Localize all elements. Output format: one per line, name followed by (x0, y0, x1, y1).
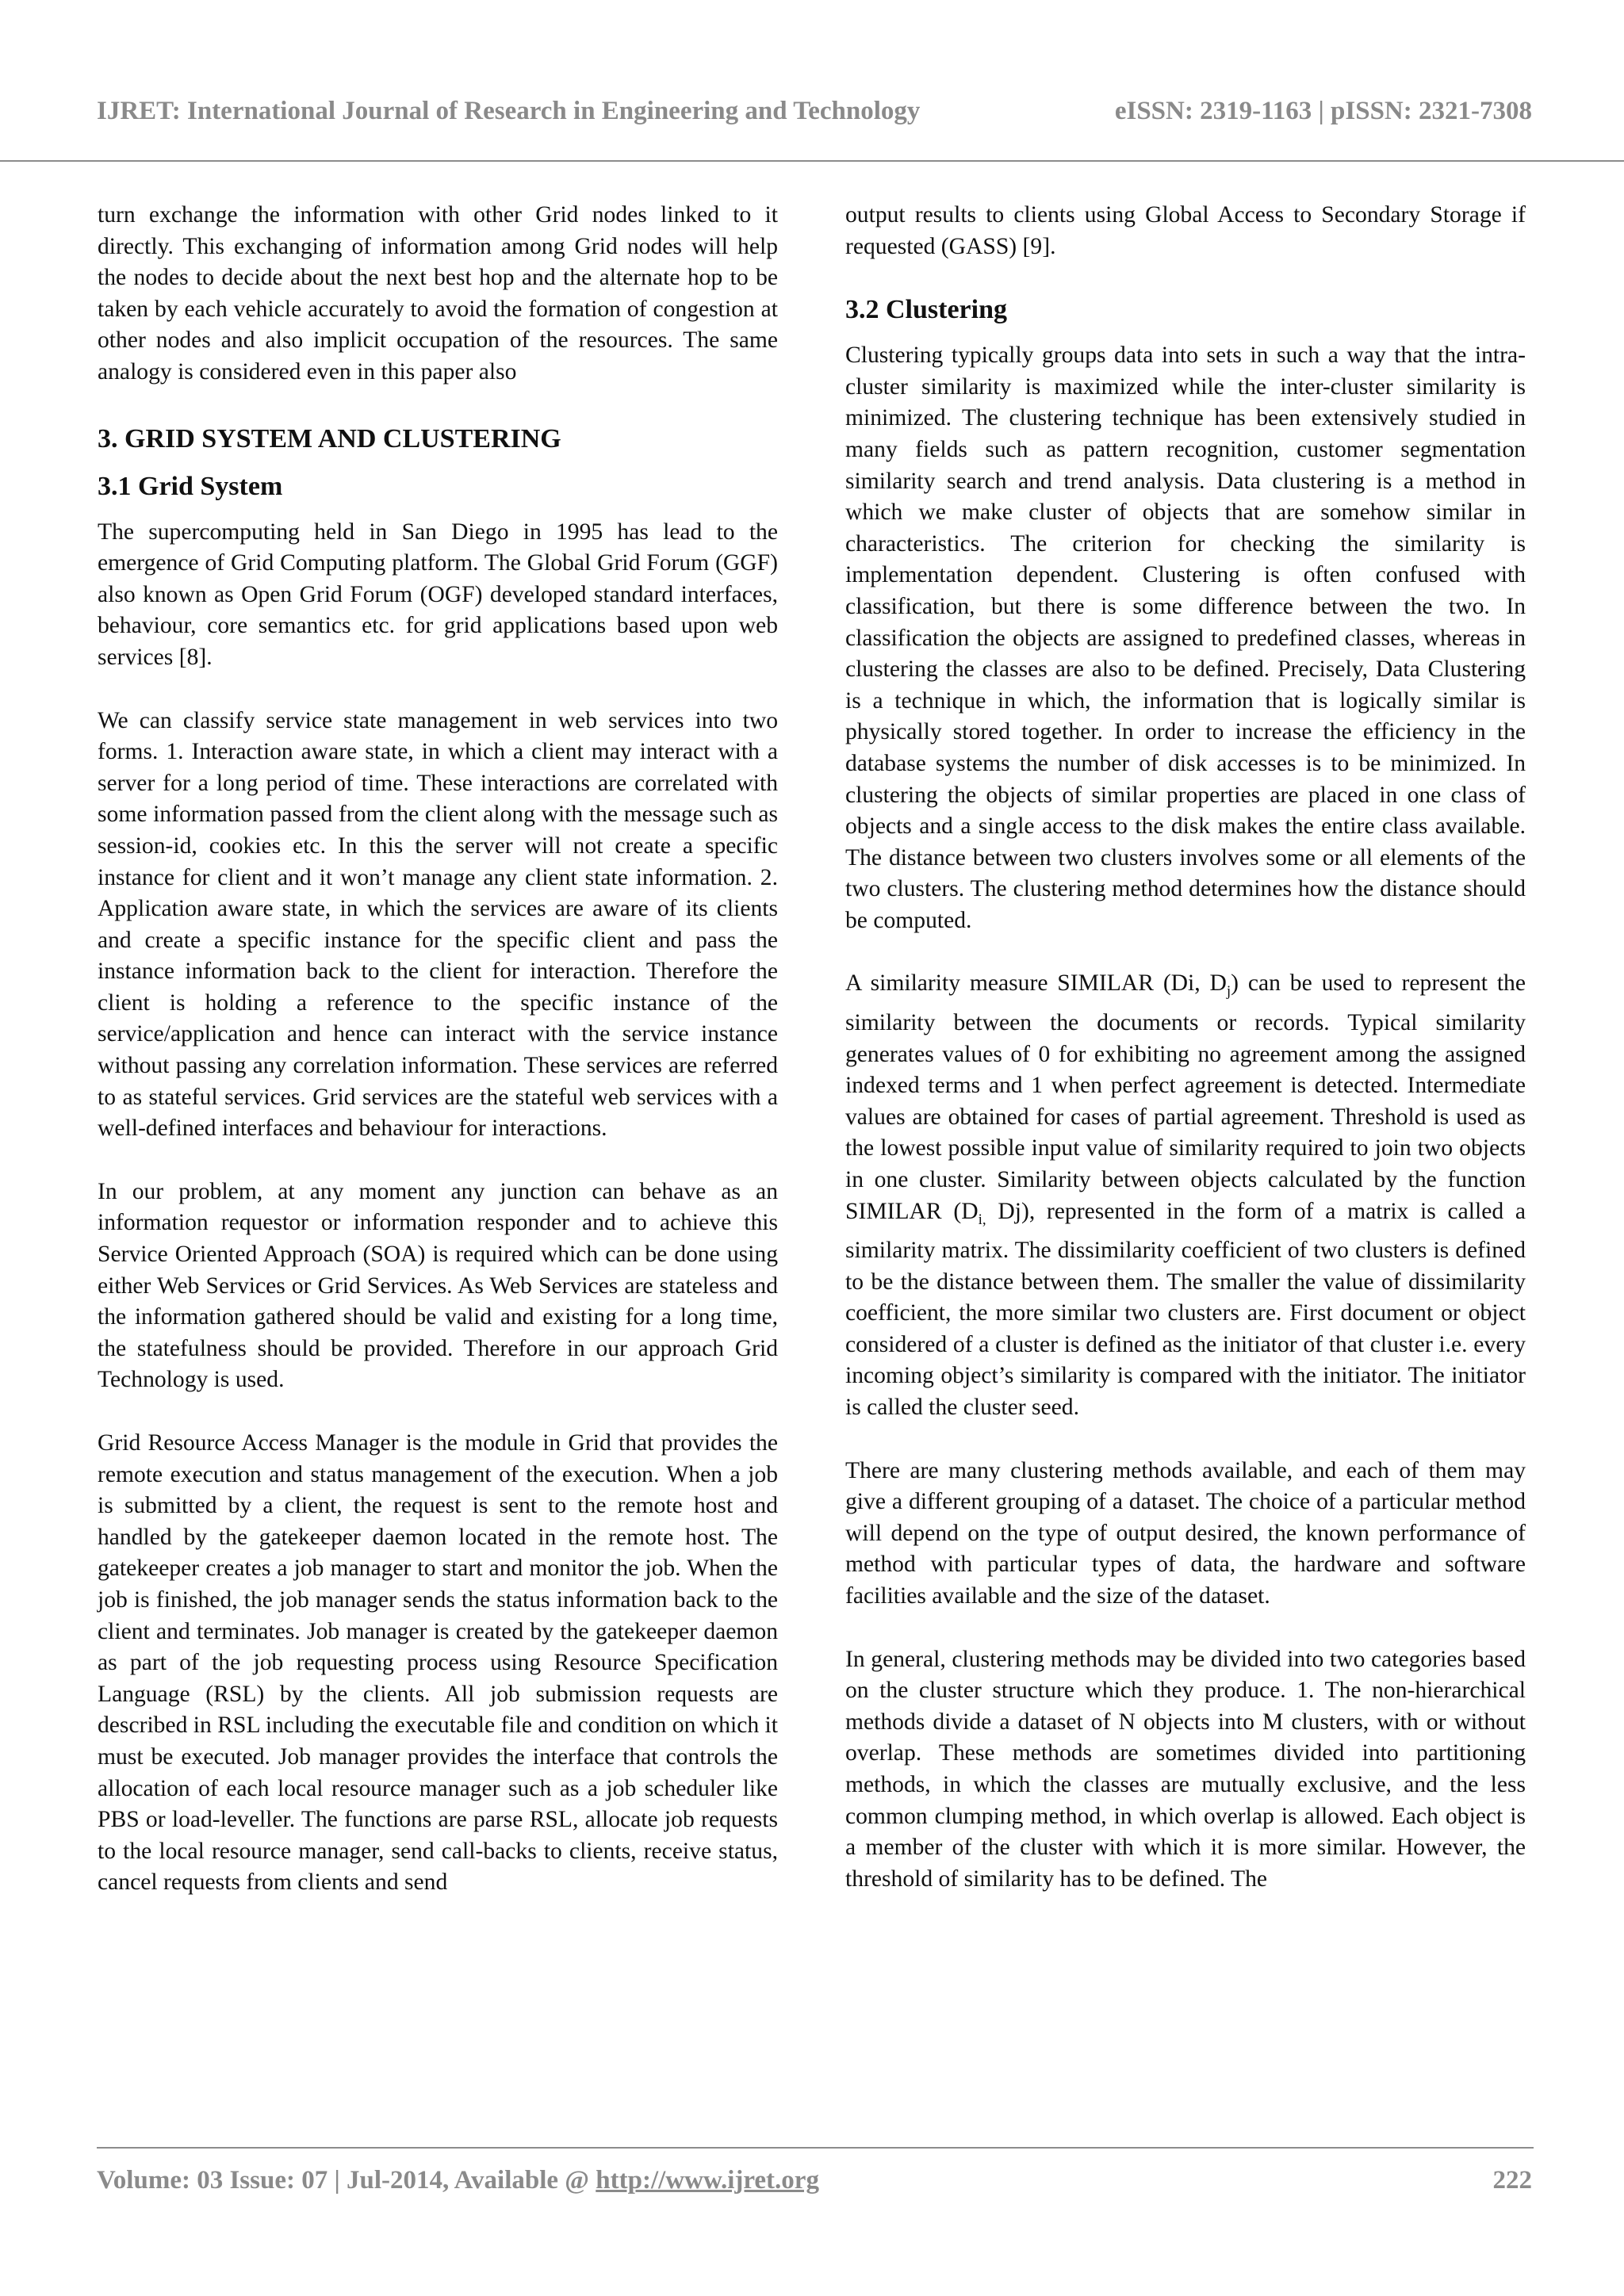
section-heading: 3. GRID SYSTEM AND CLUSTERING (98, 423, 561, 453)
subsection-heading-clustering: 3.2 Clustering (845, 295, 1007, 325)
body-paragraph: In general, clustering methods may be divided into two categories based on the cluster structure which they produce. 1. The non-hierarchical methods divide a dataset of N objects into M clusters, with or without overlap. These methods are sometimes divided into partitioning methods, in which the classes are mutually exclusive, and the less common clumping method, in which overlap is allowed. Each object is a member of the cluster with which it is more similar. However, the threshold of similarity has to be defined. The (845, 1646, 1526, 1892)
page-header (97, 97, 1532, 136)
footer-divider (97, 2147, 1534, 2149)
left-column (98, 200, 778, 1899)
right-column (845, 200, 1526, 1895)
subsection-heading-grid-system: 3.1 Grid System (98, 471, 283, 501)
body-paragraph: There are many clustering methods available, and each of them may give a different grouping of a dataset. The choice of a particular method will depend on the type of output desired, the known performance of method with particular types of data, the hardware and software facilities available and the size of the dataset. (845, 1457, 1526, 1609)
body-paragraph: The supercomputing held in San Diego in 1995 has lead to the emergence of Grid Computing platform. The Global Grid Forum (GGF) also known as Open Grid Forum (OGF) developed standard interfaces, behaviour, core semantics etc. for grid applications based upon web services [8]. (98, 519, 778, 670)
journal-url-link[interactable]: http://www.ijret.org (596, 2166, 819, 2195)
issn-info: eISSN: 2319-1163 | pISSN: 2321-7308 (1114, 97, 1532, 125)
body-paragraph: Grid Resource Access Manager is the module in Grid that provides the remote execution and status management of the execution. When a job is submitted by a client, the request is sent to the remote host and handled by the gatekeeper daemon located in the remote host. The gatekeeper creates a job manager to start and monitor the job. When the job is finished, the job manager sends the status information back to the client and terminates. Job manager is created by the gatekeeper daemon as part of the job requesting process using Resource Specification Language (RSL) by the clients. All job submission requests are described in RSL including the executable file and condition on which it must be executed. Job manager provides the interface that controls the allocation of each local resource manager such as a job scheduler like PBS or load-leveller. The functions are parse RSL, allocate job requests to the local resource manager, send call-backs to clients, receive status, cancel requests from clients and send (98, 1430, 778, 1896)
volume-info (97, 2166, 819, 2195)
similarity-paragraph (845, 968, 1526, 1423)
body-paragraph: Clustering typically groups data into sets in such a way that the intra-cluster similarity is maximized while the inter-cluster similarity is minimized. The clustering technique has been extensively studied in many fields such as pattern recognition, customer segmentation similarity search and trend analysis. Data clustering is a method in which we make cluster of objects that are somehow similar in characteristics. The criterion for checking the similarity is implementation dependent. Clustering is often confused with classification, but there is some difference between the two. In classification the objects are assigned to predefined classes, whereas in clustering the classes are also to be defined. Precisely, Data Clustering is a technique in which, the information that is logically similar is physically stored together. In order to increase the efficiency in the database systems the number of disk accesses is to be minimized. In clustering the objects of similar properties are placed in one class of objects and a single access to the disk makes the entire class available. The distance between two clusters involves some or all elements of the two clusters. The clustering method determines how the distance should be computed. (845, 342, 1526, 933)
text-run: Dj), represented in the form of a matrix is called a similarity matrix. The dissimilarity coefficient of two clusters is defined to be the distance between them. The smaller the value of dissimilarity coefficient, the more similar two clusters are. First document or object considered of a cluster is defined as the initiator of that cluster i.e. every incoming object’s similarity is compared with the initiator. The initiator is called the cluster seed. (845, 1198, 1526, 1420)
journal-title: IJRET: International Journal of Research in Engineering and Technology (97, 97, 921, 125)
subscript: j (1226, 983, 1231, 1001)
subscript: i, (978, 1211, 986, 1228)
body-paragraph: We can classify service state management in web services into two forms. 1. Interaction aware state, in which a client may interact with a server for a long period of time. These interactions are correlated with some information passed from the client along with the message such as session-id, cookies etc. In this the server will not create a specific instance for client and it won’t manage any client state information. 2. Application aware state, in which the services are aware of its clients and create a specific instance for the specific client and pass the instance information back to the client for interaction. Therefore the client is holding a reference to the specific instance of the service/application and hence can interact with the service instance without passing any correlation information. These services are referred to as stateful services. Grid services are the stateful web services with a well-defined interfaces and behaviour for interactions. (98, 707, 778, 1142)
page-number: 222 (1492, 2166, 1532, 2195)
page-footer (97, 2166, 1532, 2206)
header-divider (0, 160, 1624, 162)
continued-paragraph: output results to clients using Global Access to Secondary Storage if requested (GASS) [9]. (845, 202, 1526, 259)
text-run: ) can be used to represent the similarity between the documents or records. Typical similarity generates values of 0 for exhibiting no agreement among the assigned indexed terms and 1 when perfect agreement is detected. Intermediate values are obtained for cases of partial agreement. Threshold is used as the lowest possible input value of similarity required to join two objects in one cluster. Similarity between objects calculated by the function SIMILAR (D (845, 970, 1526, 1224)
text-run: A similarity measure SIMILAR (Di, D (845, 970, 1227, 997)
body-paragraph: In our problem, at any moment any junction can behave as an information requestor or information responder and to achieve this Service Oriented Approach (SOA) is required which can be done using either Web Services or Grid Services. As Web Services are stateless and the information gathered should be valid and existing for a long time, the statefulness should be provided. Therefore in our approach Grid Technology is used. (98, 1178, 778, 1393)
intro-paragraph: turn exchange the information with other Grid nodes linked to it directly. This exchanging of information among Grid nodes will help the nodes to decide about the next best hop and the alternate hop to be taken by each vehicle accurately to avoid the formation of congestion at other nodes and also implicit occupation of the resources. The same analogy is considered even in this paper also (98, 202, 778, 385)
volume-text: Volume: 03 Issue: 07 | Jul-2014, Available @ (97, 2166, 596, 2195)
